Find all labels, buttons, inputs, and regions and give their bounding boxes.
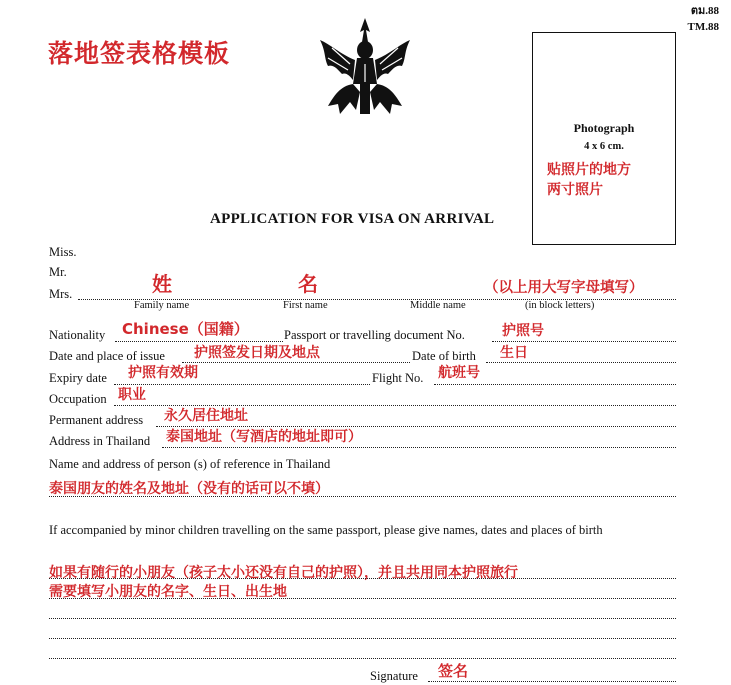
thai-address-label: Address in Thailand	[49, 434, 151, 448]
signature-label: Signature	[370, 669, 418, 683]
overlay-title: 落地签表格模板	[48, 39, 231, 68]
issue-value: 护照签发日期及地点	[194, 345, 320, 361]
nationality-value: Chinese（国籍）	[122, 320, 249, 338]
form-code	[688, 4, 719, 34]
thai-address-value: 泰国地址（写酒店的地址即可）	[166, 429, 362, 445]
flight-field[interactable]	[434, 384, 676, 385]
expiry-label: Expiry date	[49, 371, 107, 385]
photo-note-1: 贴照片的地方	[547, 162, 631, 178]
garuda-emblem	[310, 14, 420, 122]
reference-label: Name and address of person (s) of reference in Thailand	[49, 457, 331, 471]
expiry-value: 护照有效期	[128, 365, 198, 381]
title-mrs[interactable]: Mrs.	[49, 287, 73, 301]
col-family-name: Family name	[134, 300, 190, 311]
col-middle-name: Middle name	[410, 300, 466, 311]
given-name-hint: 名	[298, 272, 318, 296]
children-line-4[interactable]	[49, 638, 676, 639]
permanent-address-label: Permanent address	[49, 413, 144, 427]
title-miss[interactable]: Miss.	[49, 245, 77, 259]
col-first-name: First name	[283, 300, 328, 311]
flight-label: Flight No.	[372, 371, 424, 385]
col-block-letters: (in block letters)	[525, 300, 595, 311]
form-code-latin: TM.88	[687, 21, 719, 33]
occupation-value: 职业	[118, 387, 146, 403]
photo-box[interactable]	[532, 32, 676, 245]
passport-value: 护照号	[502, 323, 544, 339]
photo-label: Photograph	[573, 121, 635, 135]
issue-label: Date and place of issue	[49, 349, 165, 363]
occupation-label: Occupation	[49, 392, 107, 406]
children-line-3[interactable]	[49, 618, 676, 619]
signature-value: 签名	[438, 662, 469, 680]
passport-label: Passport or travelling document No.	[284, 328, 465, 342]
dob-value: 生日	[500, 345, 528, 361]
permanent-address-value: 永久居住地址	[164, 408, 248, 424]
signature-field[interactable]	[428, 681, 676, 682]
dob-field[interactable]	[486, 362, 676, 363]
thai-address-field[interactable]	[162, 447, 676, 448]
title-mr[interactable]: Mr.	[49, 265, 67, 279]
children-line-1[interactable]	[49, 578, 676, 579]
form-title: APPLICATION FOR VISA ON ARRIVAL	[210, 211, 495, 227]
issue-field[interactable]	[182, 362, 410, 363]
surname-hint: 姓	[152, 272, 172, 296]
form-code-thai: ตม.88	[690, 5, 719, 17]
flight-value: 航班号	[438, 365, 480, 381]
children-line-5[interactable]	[49, 658, 676, 659]
children-value-2: 需要填写小朋友的名字、生日、出生地	[49, 584, 287, 600]
nationality-label: Nationality	[49, 328, 106, 342]
expiry-field[interactable]	[114, 384, 370, 385]
block-letters-hint: （以上用大写字母填写）	[484, 280, 644, 296]
photo-size: 4 x 6 cm.	[584, 141, 624, 152]
dob-label: Date of birth	[412, 349, 476, 363]
reference-field[interactable]	[49, 496, 676, 497]
children-label: If accompanied by minor children travelling on the same passport, please give names, dates and places of birth	[49, 523, 603, 537]
children-value-1: 如果有随行的小朋友（孩子太小还没有自己的护照），并且共用同本护照旅行	[49, 565, 518, 581]
reference-value: 泰国朋友的姓名及地址（没有的话可以不填）	[49, 481, 329, 497]
photo-note-2: 两寸照片	[547, 182, 603, 198]
children-line-2[interactable]	[49, 598, 676, 599]
